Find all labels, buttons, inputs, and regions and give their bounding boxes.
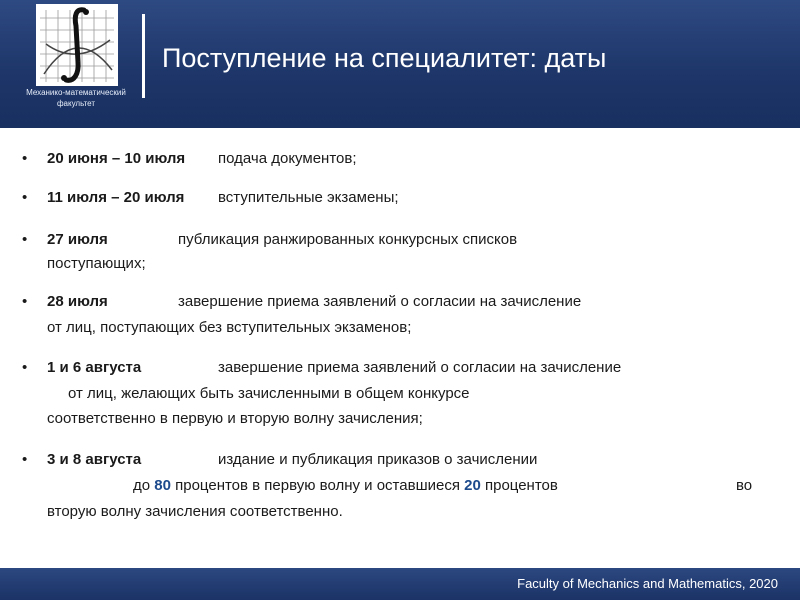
logo-caption-line: Механико-математический [26,88,126,97]
header-bar [0,0,800,128]
bullet: • [22,150,28,167]
list-item-text: от лиц, желающих быть зачисленными в общем конкурсе [68,385,470,402]
list-item-text: вторую волну зачисления соответственно. [47,503,343,520]
percent-highlight: 80 [154,477,171,494]
list-item-text: завершение приема заявлений о согласии на зачисление [178,293,582,310]
bullet: • [22,189,28,206]
list-item-date: 11 июля – 20 июля [47,189,185,206]
list-item-text: вступительные экзамены; [218,189,399,206]
list-item-date: 20 июня – 10 июля [47,150,186,167]
list-item-text: издание и публикация приказов о зачислении [218,451,538,468]
list-item-date: 3 и 8 августа [47,451,142,468]
faculty-logo [36,4,118,86]
list-item-text: до 80 процентов в первую волну и оставшиеся 20 процентов [133,477,558,494]
list-item-text: от лиц, поступающих без вступительных экзаменов; [47,319,412,336]
bullet: • [22,293,28,310]
bullet: • [22,359,28,376]
logo-caption [6,87,146,109]
list-item-text: во [736,477,753,494]
bullet: • [22,451,28,468]
list-item-date: 1 и 6 августа [47,359,142,376]
bullet: • [22,231,28,248]
footer-bar [0,568,800,600]
list-item-text: соответственно в первую и вторую волну зачисления; [47,410,423,427]
list-item-text: публикация ранжированных конкурсных списков [178,231,518,248]
list-item-date: 27 июля [47,231,108,248]
header-divider [142,14,145,98]
footer-text: Faculty of Mechanics and Mathematics, 2020 [517,576,778,591]
list-item-date: 28 июля [47,293,108,310]
percent-highlight: 20 [464,477,481,494]
list-item-text: завершение приема заявлений о согласии на зачисление [218,359,622,376]
logo-caption-line: факультет [56,99,96,108]
page-title: Поступление на специалитет: даты [162,43,607,73]
list-item-text: подача документов; [218,150,357,167]
dates-list [0,128,800,568]
list-item-text: поступающих; [47,255,146,272]
